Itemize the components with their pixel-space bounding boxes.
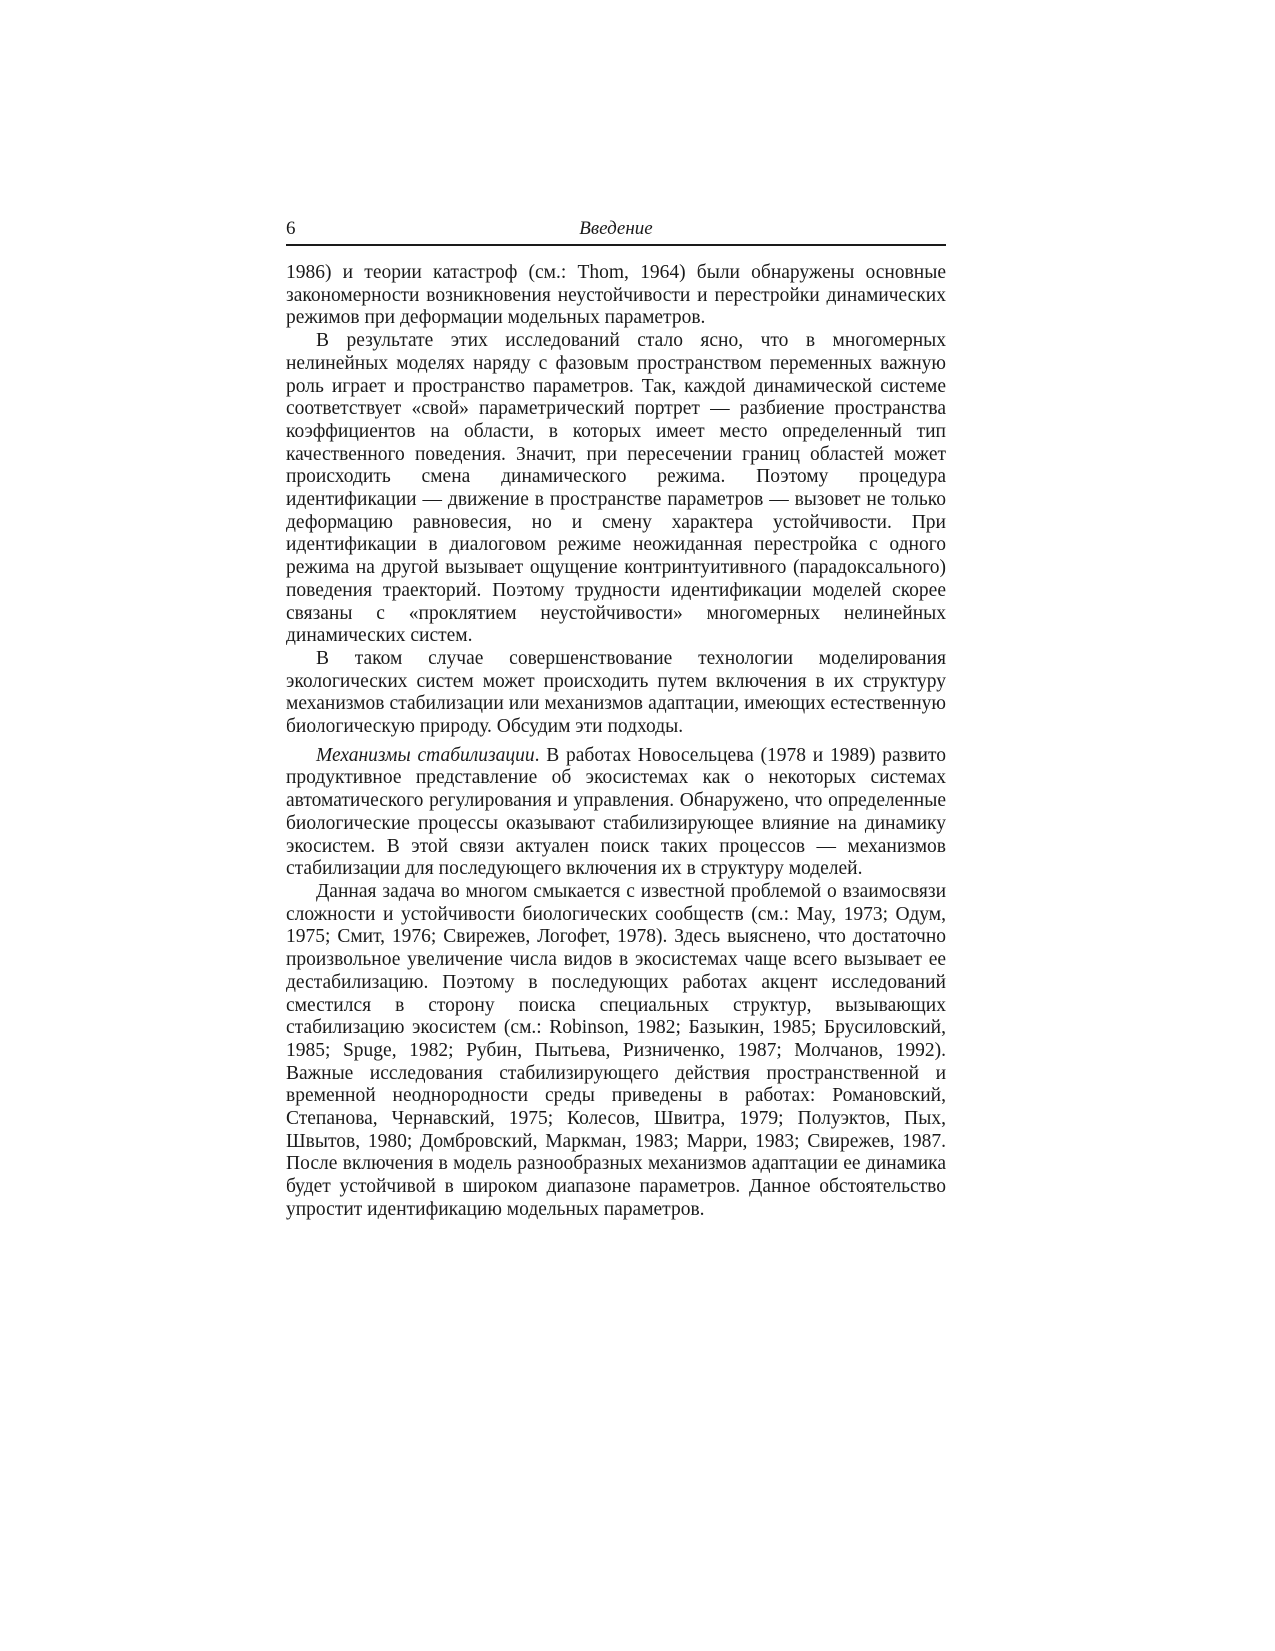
paragraph bbox=[286, 745, 946, 881]
paragraph: Данная задача во многом смыкается с известной проблемой о взаимосвязи сложности и устойчивости биологических сообществ (см.: May, 1973; Одум, 1975; Смит, 1976; Свирежев, Логофет, 1978). Здесь выяснено, что достаточно произвольное увеличение числа видов в экосистемах чаще всего вызывает ее дестабилизацию. Поэтому в последующих работах акцент исследований сместился в сторону поиска специальных структур, вызывающих стабилизацию экосистем (см.: Robinson, 1982; Базыкин, 1985; Брусиловский, 1985; Spuge, 1982; Рубин, Пытьева, Ризниченко, 1987; Молчанов, 1992). Важные исследования стабилизирующего действия пространственной и временной неоднородности среды приведены в работах: Романовский, Степанова, Чернавский, 1975; Колесов, Швитра, 1979; Полуэктов, Пых, Швытов, 1980; Домбровский, Маркман, 1983; Марри, 1983; Свирежев, 1987. После включения в модель разнообразных механизмов адаптации ее динамика будет устойчивой в широком диапазоне параметров. Данное обстоятельство упростит идентификацию модельных параметров. bbox=[286, 880, 946, 1220]
paragraph: В таком случае совершенствование технологии моделирования экологических систем может происходить путем включения в их структуру механизмов стабилизации или механизмов адаптации, имеющих естественную биологическую природу. Обсудим эти подходы. bbox=[286, 647, 946, 738]
page-number: 6 bbox=[286, 218, 296, 239]
running-title: Введение bbox=[579, 218, 653, 239]
paragraph: В результате этих исследований стало ясно, что в многомерных нелинейных моделях наряду с фазовым пространством переменных важную роль играет и пространство параметров. Так, каждой динамической системе соответствует «свой» параметрический портрет — разбиение пространства коэффициентов на области, в которых имеет место определенный тип качественного поведения. Значит, при пересечении границ областей может происходить смена динамического режима. Поэтому процедура идентификации — движение в пространстве параметров — вызовет не только деформацию равновесия, но и смену характера устойчивости. При идентификации в диалоговом режиме неожиданная перестройка с одного режима на другой вызывает ощущение контринтуитивного (парадоксального) поведения траекторий. Поэтому трудности идентификации моделей скорее связаны с «проклятием неустойчивости» многомерных нелинейных динамических систем. bbox=[286, 330, 946, 647]
paragraph-text: . В работах Новосельцева (1978 и 1989) развито продуктивное представление об экосистемах как о некоторых системах автоматического регулирования и управления. Обнаружено, что определенные биологические процессы оказывают стабилизирующее влияние на динамику экосистем. В этой связи актуален поиск таких процессов — механизмов стабилизации для последующего включения их в структуру моделей. bbox=[286, 744, 946, 880]
page-header bbox=[286, 218, 946, 246]
paragraph: 1986) и теории катастроф (см.: Thom, 1964) были обнаружены основные закономерности возникновения неустойчивости и перестройки динамических режимов при деформации модельных параметров. bbox=[286, 262, 946, 329]
section-term: Механизмы стабилизации bbox=[316, 744, 535, 766]
body-text bbox=[286, 262, 946, 1222]
